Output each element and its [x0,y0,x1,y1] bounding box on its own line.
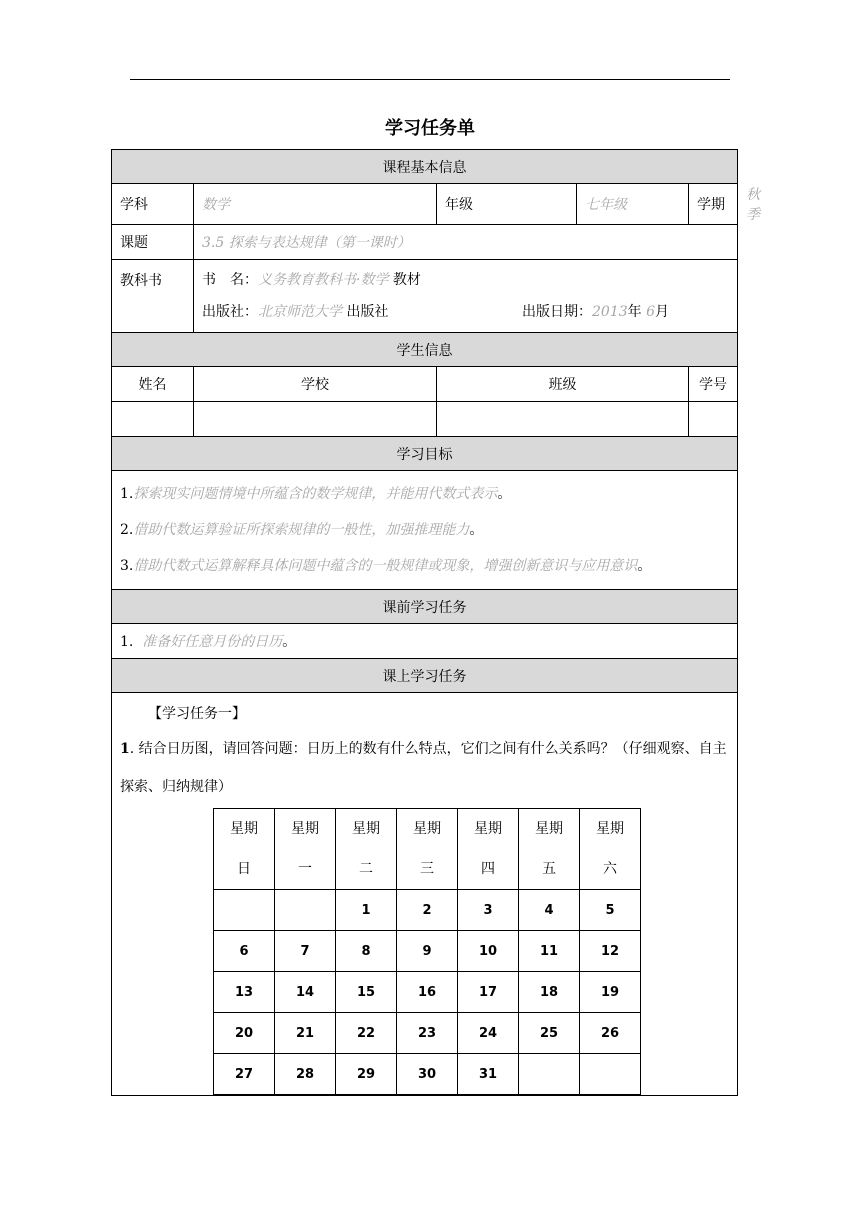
goals-header-row [112,437,738,471]
calendar-day: 24 [458,1013,519,1054]
calendar-day: 3 [458,890,519,931]
publisher-suffix: 出版社 [346,304,389,320]
goal-num: 3. [120,558,134,574]
in-class-content [112,693,738,1096]
goal-text[interactable]: 探索现实问题情境中所蕴含的数学规律，并能用代数式表示 [133,486,498,502]
calendar-day: 15 [336,972,397,1013]
calendar-day: 26 [580,1013,641,1054]
publisher-value[interactable]: 北京师范大学 [258,304,342,320]
weekday-header: 星期 二 [336,809,397,890]
weekday-header: 星期 四 [458,809,519,890]
calendar-day: 18 [519,972,580,1013]
col-name: 姓名 [112,367,194,402]
in-class-header-row [112,659,738,693]
book-name-value[interactable]: 义务教育教科书·数学 [258,272,389,288]
year-char: 年 [627,304,642,320]
calendar-week-row [214,1013,641,1054]
subject-row: 学科 数学 年级 七年级 学期 秋季 [112,184,738,225]
calendar-day: 6 [214,931,275,972]
subject-value[interactable]: 数学 [194,184,437,225]
calendar-day [275,890,336,931]
pub-year[interactable]: 2013 [592,304,628,320]
calendar-day: 13 [214,972,275,1013]
goal-item [120,548,729,584]
goal-num: 1. [120,486,134,502]
task-one-question [120,730,729,806]
calendar-day: 20 [214,1013,275,1054]
class-field[interactable] [437,402,689,437]
weekday-header: 星期 五 [519,809,580,890]
pre-class-header: 课前学习任务 [112,590,738,624]
calendar-day: 17 [458,972,519,1013]
goal-num: 2. [120,522,134,538]
book-name-suffix: 教材 [392,272,421,288]
school-field[interactable] [194,402,437,437]
book-name-label: 书 名： [202,272,258,288]
goals-list [112,471,738,590]
calendar-day: 12 [580,931,641,972]
pre-class-num: 1. [120,634,134,650]
calendar-day: 25 [519,1013,580,1054]
task-one-title: 【学习任务一】 [148,706,246,722]
calendar-day: 2 [397,890,458,931]
calendar-day: 7 [275,931,336,972]
pub-month[interactable]: 6 [646,304,656,320]
in-class-row [112,693,738,1096]
calendar-day [214,890,275,931]
goal-end: 。 [469,522,484,538]
book-name-line [202,264,729,296]
document-title: 学习任务单 [385,118,475,139]
month-char: 月 [655,304,670,320]
weekday-header: 星期 三 [397,809,458,890]
col-class: 班级 [437,367,689,402]
student-info-header: 学生信息 [112,333,738,367]
name-field[interactable] [112,402,194,437]
calendar-day: 8 [336,931,397,972]
goal-text[interactable]: 借助代数式运算解释具体问题中蕴含的一般规律或现象，增强创新意识与应用意识 [133,558,638,574]
calendar-day: 23 [397,1013,458,1054]
term-label: 学期 [689,184,738,225]
goals-row [112,471,738,590]
calendar-day: 16 [397,972,458,1013]
calendar-day: 4 [519,890,580,931]
calendar-day: 19 [580,972,641,1013]
weekday-header: 星期 日 [214,809,275,890]
calendar-week-row [214,931,641,972]
pre-class-task [112,624,738,659]
pre-class-header-row [112,590,738,624]
pub-date-label: 出版日期： [522,304,592,320]
calendar-day: 14 [275,972,336,1013]
weekday-header: 星期 一 [275,809,336,890]
textbook-row [112,260,738,333]
calendar-day: 5 [580,890,641,931]
goal-item [120,512,729,548]
publisher-line [202,296,729,328]
course-info-header: 课程基本信息 [112,150,738,184]
task-form [111,149,760,1096]
calendar-day: 21 [275,1013,336,1054]
goal-item [120,476,729,512]
col-school: 学校 [194,367,437,402]
goal-end: 。 [497,486,512,502]
calendar-day: 28 [275,1054,336,1095]
calendar-day: 11 [519,931,580,972]
pre-class-row [112,624,738,659]
calendar-day: 27 [214,1054,275,1095]
question-number: 1 [120,741,130,757]
pre-class-text[interactable]: 准备好任意月份的日历 [142,634,283,650]
top-rule [130,79,730,80]
textbook-info [194,260,738,333]
student-info-header-row [112,333,738,367]
calendar-week-row [214,890,641,931]
calendar-day: 29 [336,1054,397,1095]
calendar-day: 22 [336,1013,397,1054]
goal-end: 。 [637,558,652,574]
calendar-day: 9 [397,931,458,972]
calendar-table [213,808,641,1095]
topic-value[interactable]: 3.5 探索与表达规律（第一课时） [194,225,738,260]
student-input-row [112,402,738,437]
col-student-id: 学号 [689,367,738,402]
grade-value[interactable]: 七年级 [577,184,689,225]
student-id-field[interactable] [689,402,738,437]
calendar-day [580,1054,641,1095]
pre-class-end: 。 [282,634,297,650]
goals-header: 学习目标 [112,437,738,471]
goal-text[interactable]: 借助代数运算验证所探索规律的一般性，加强推理能力 [133,522,470,538]
course-info-header-row [112,150,738,184]
student-columns-row [112,367,738,402]
calendar-day: 30 [397,1054,458,1095]
topic-row [112,225,738,260]
calendar-day: 31 [458,1054,519,1095]
weekday-header: 星期 六 [580,809,641,890]
topic-label: 课题 [112,225,194,260]
grade-label: 年级 [437,184,577,225]
question-text: . 结合日历图，请回答问题：日历上的数有什么特点，它们之间有什么关系吗？（仔细观察、自主探索、归纳规律） [120,741,727,795]
calendar-weekday-row [214,809,641,890]
publisher-label: 出版社： [202,304,258,320]
calendar-week-row [214,972,641,1013]
calendar-day: 10 [458,931,519,972]
pub-date [522,296,669,328]
in-class-header: 课上学习任务 [112,659,738,693]
subject-label: 学科 [112,184,194,225]
calendar-week-row [214,1054,641,1095]
calendar-day [519,1054,580,1095]
textbook-label: 教科书 [112,260,194,333]
calendar-day: 1 [336,890,397,931]
